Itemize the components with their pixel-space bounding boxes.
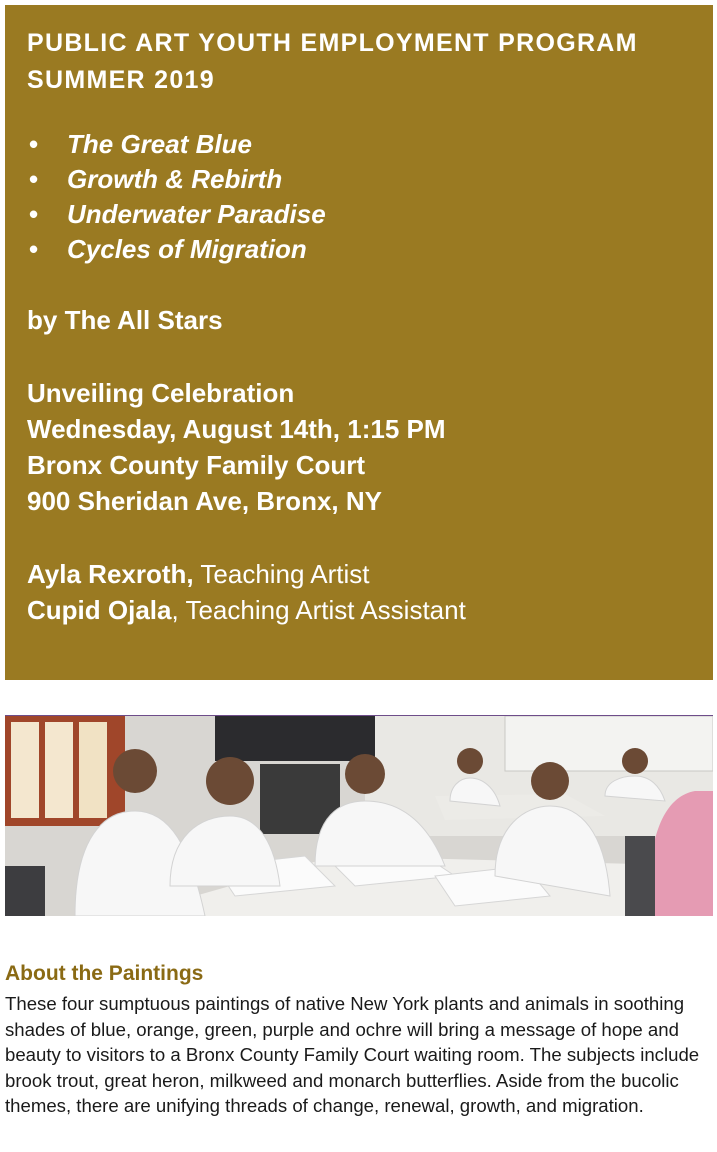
painting-item <box>27 197 691 232</box>
program-title-line1: PUBLIC ART YOUTH EMPLOYMENT PROGRAM <box>27 29 638 57</box>
bullet-icon: • <box>29 199 39 229</box>
artist-name: Ayla Rexroth, <box>27 559 194 589</box>
painting-title: Growth & Rebirth <box>67 164 283 194</box>
event-datetime: Wednesday, August 14th, 1:15 PM <box>27 414 446 444</box>
event-name: Unveiling Celebration <box>27 378 295 408</box>
painting-title: Cycles of Migration <box>67 234 307 264</box>
artist-role: , Teaching Artist Assistant <box>171 595 466 625</box>
event-venue: Bronx County Family Court <box>27 450 366 480</box>
event-details <box>27 375 691 519</box>
artist-credit <box>27 592 691 628</box>
bullet-icon: • <box>29 129 39 159</box>
classroom-photo-illustration <box>5 716 713 916</box>
bullet-icon: • <box>29 164 39 194</box>
artist-credit <box>27 556 691 592</box>
bullet-icon: • <box>29 234 39 264</box>
byline: by The All Stars <box>27 305 223 335</box>
event-banner <box>5 5 713 680</box>
painting-title: Underwater Paradise <box>67 199 326 229</box>
program-title-line2: SUMMER 2019 <box>27 66 215 94</box>
painting-item <box>27 162 691 197</box>
about-body: These four sumptuous paintings of native New York plants and animals in soothing shades of blue, orange, green, purple and ochre will bring a message of hope and beauty to visitors to a Bronx County Family Court waiting room. The subjects include brook trout, great heron, milkweed and monarch butterflies. Aside from the bucolic themes, there are unifying threads of change, renewal, growth, and migration. <box>5 993 700 1116</box>
classroom-photo <box>5 715 713 916</box>
painting-item <box>27 232 691 267</box>
artists-credits <box>27 556 691 628</box>
artist-role: Teaching Artist <box>193 559 370 589</box>
about-heading: About the Paintings <box>5 962 204 985</box>
painting-item <box>27 127 691 162</box>
paintings-list <box>27 127 691 267</box>
painting-title: The Great Blue <box>67 129 252 159</box>
event-address: 900 Sheridan Ave, Bronx, NY <box>27 486 382 516</box>
artist-name: Cupid Ojala <box>27 595 172 625</box>
